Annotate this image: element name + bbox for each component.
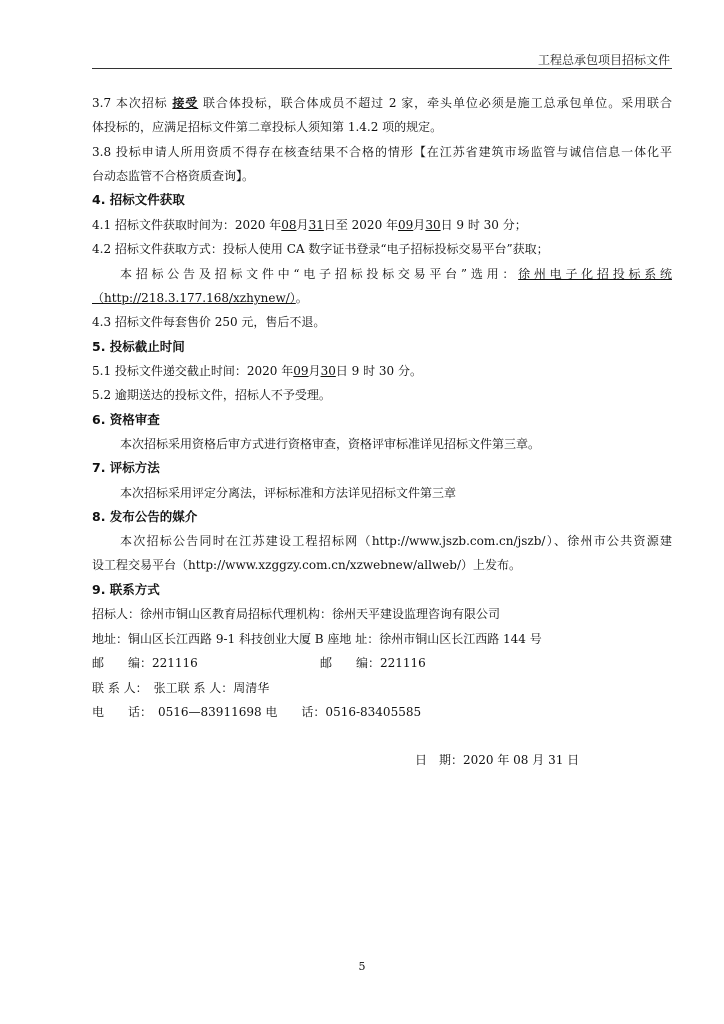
s41-t3: 日至 2020 年 [323,218,399,232]
platform-url: （http://218.3.177.168/xzhynew/） [92,291,296,305]
section-5-1 [92,364,672,378]
section-3-7-line-1 [92,96,672,110]
platform-prefix: 本招标公告及招标文件中“电子招标投标交易平台”选用： [120,267,519,281]
section-4-2: 4.2 招标文件获取方式：投标人使用 CA 数字证书登录“电子招标投标交易平台”获取； [92,242,549,256]
section-3-7-rest: 联合体投标，联合体成员不超过 2 家，牵头单位必须是施工总承包单位。采用联合 [203,96,672,110]
section-3-7-prefix: 3.7 本次招标 [92,96,168,110]
heading-5: 5. 投标截止时间 [92,339,185,354]
s51-month: 09 [293,364,309,378]
s51-t2: 月 [308,364,321,378]
platform-line-2 [92,291,672,305]
s41-t1: 4.1 招标文件获取时间为：2020 年 [92,218,282,232]
contact-zip-right: 邮 编：221116 [320,656,426,670]
contact-tenderer: 招标人：徐州市铜山区教育局招标代理机构：徐州天平建设监理咨询有限公司 [92,607,501,621]
section-7-text: 本次招标采用评定分离法，评标标准和方法详见招标文件第三章 [120,486,457,500]
section-6-text: 本次招标采用资格后审方式进行资格审查，资格评审标准详见招标文件第三章。 [120,437,541,451]
section-4-3: 4.3 招标文件每套售价 250 元，售后不退。 [92,315,326,329]
heading-4: 4. 招标文件获取 [92,192,185,207]
section-3-7-line-2: 体投标的，应满足招标文件第二章投标人须知第 1.4.2 项的规定。 [92,120,443,134]
s41-month-start: 08 [281,218,297,232]
section-8-line-1: 本次招标公告同时在江苏建设工程招标网（http://www.jszb.com.cn/jszb/）、徐州市公共资源建 [120,534,672,548]
s41-month-end: 09 [398,218,414,232]
s41-t2: 月 [296,218,309,232]
page-header-title: 工程总承包项目招标文件 [537,53,670,67]
accept-keyword: 接受 [172,96,199,110]
section-3-8-line-2: 台动态监管不合格资质查询】。 [92,169,255,183]
contact-phone: 电 话： 0516—83911698 电 话：0516-83405585 [92,705,422,719]
s51-day: 30 [320,364,336,378]
document-date: 日 期：2020 年 08 月 31 日 [415,753,580,767]
section-3-8-line-1: 3.8 投标申请人所用资质不得存在核查结果不合格的情形【在江苏省建筑市场监管与诚信信息一体化平 [92,145,672,159]
heading-8: 8. 发布公告的媒介 [92,509,198,524]
page-number: 5 [358,960,366,973]
platform-end: 。 [295,291,308,305]
s51-t1: 5.1 投标文件递交截止时间：2020 年 [92,364,294,378]
page-header-rule [92,68,672,69]
heading-6: 6. 资格审查 [92,412,160,427]
platform-name: 徐州电子化招投标系统 [518,267,672,281]
section-8-line-2: 设工程交易平台（http://www.xzggzy.com.cn/xzwebnew/allweb/）上发布。 [92,558,522,572]
s41-t4: 月 [413,218,426,232]
contact-zip-left: 邮 编：221116 [92,656,198,670]
heading-9: 9. 联系方式 [92,582,160,597]
s41-t5: 日 9 时 30 分； [440,218,527,232]
contact-person: 联 系 人： 张工联 系 人：周清华 [92,681,270,695]
s51-t3: 日 9 时 30 分。 [335,364,423,378]
contact-address: 地址：铜山区长江西路 9-1 科技创业大厦 B 座地 址：徐州市铜山区长江西路 144 号 [92,632,542,646]
section-4-1 [92,218,672,232]
section-5-2: 5.2 逾期送达的投标文件，招标人不予受理。 [92,388,331,402]
s41-day-end: 30 [425,218,441,232]
platform-line-1 [120,267,672,281]
s41-day-start: 31 [308,218,324,232]
heading-7: 7. 评标方法 [92,460,160,475]
